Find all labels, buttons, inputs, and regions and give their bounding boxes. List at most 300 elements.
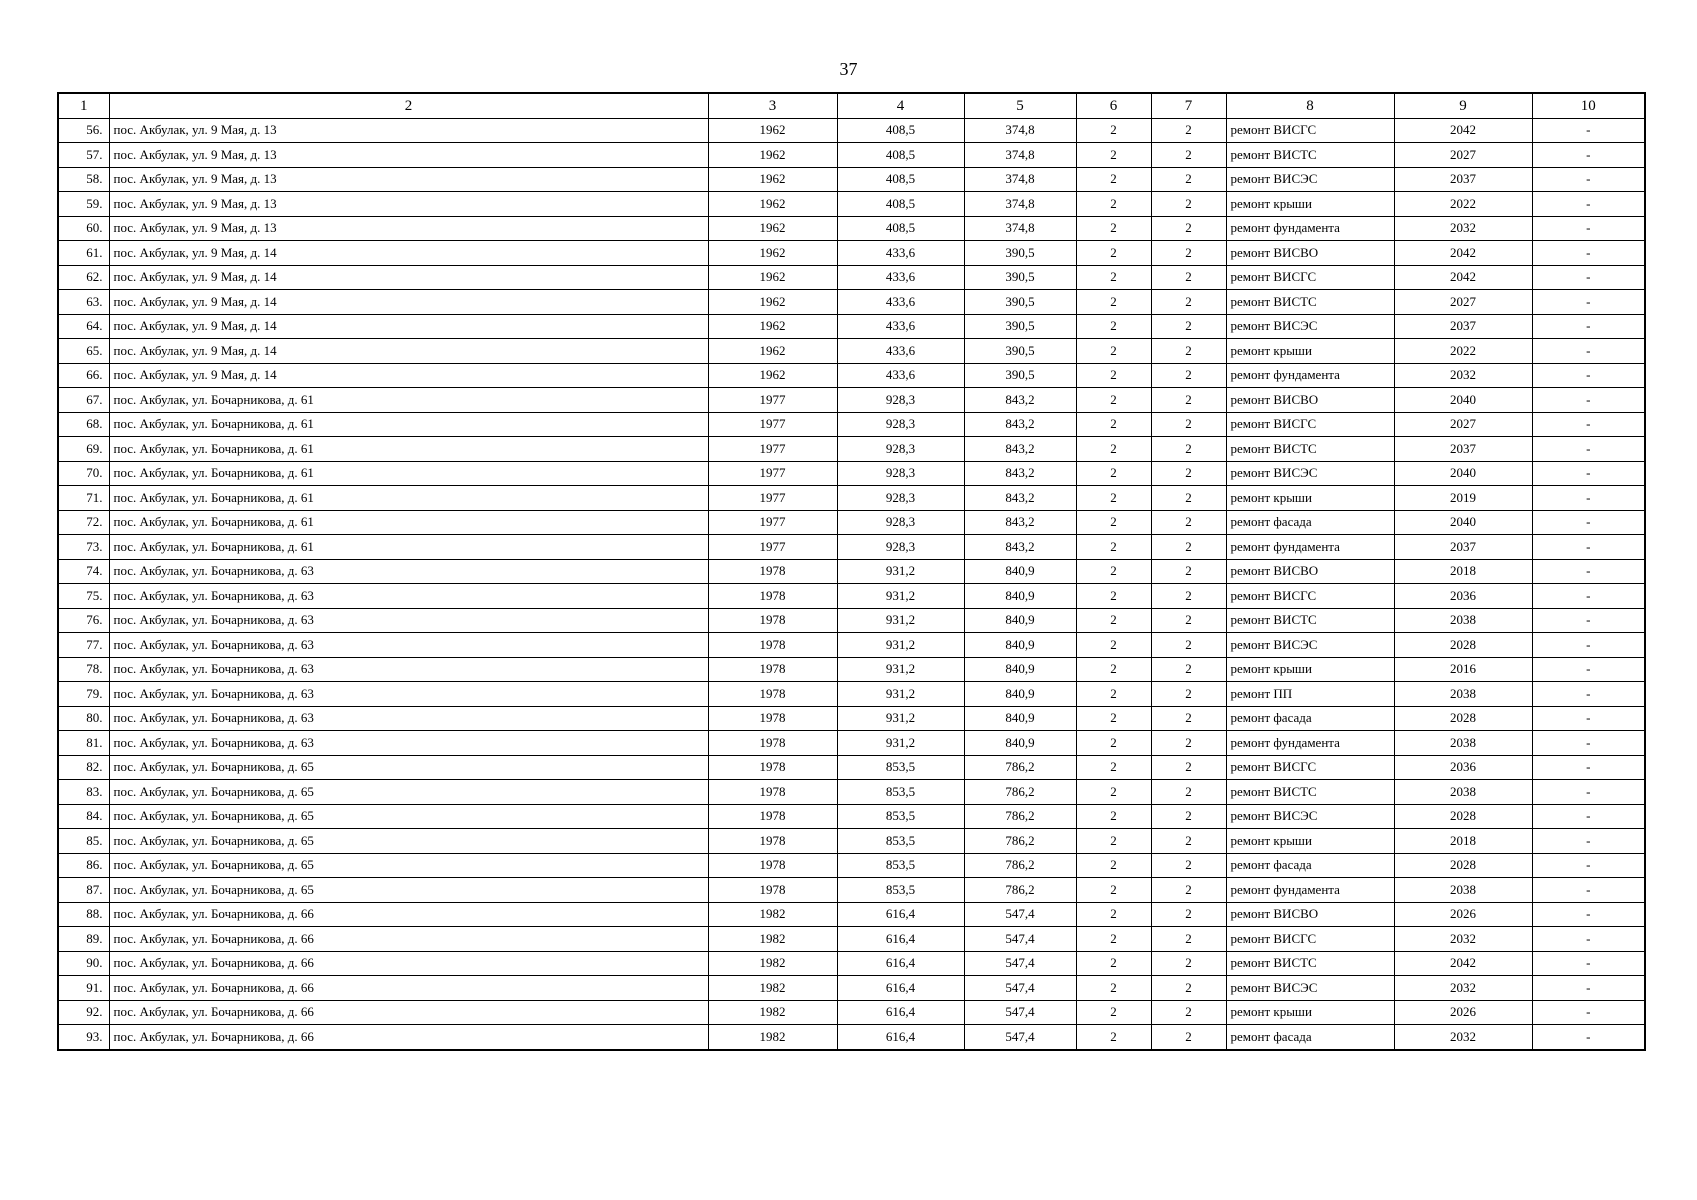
entrances-cell: 2 — [1151, 118, 1226, 143]
planned-year-cell: 2018 — [1394, 559, 1532, 584]
work-type-cell: ремонт ВИСВО — [1226, 559, 1394, 584]
floors-cell: 2 — [1076, 633, 1151, 658]
planned-year-cell: 2036 — [1394, 584, 1532, 609]
entrances-cell: 2 — [1151, 755, 1226, 780]
table-row — [58, 486, 1645, 511]
living-area-cell: 547,4 — [964, 1000, 1076, 1025]
living-area-cell: 547,4 — [964, 902, 1076, 927]
total-area-cell: 931,2 — [837, 608, 964, 633]
work-type-cell: ремонт ВИСТС — [1226, 780, 1394, 805]
address-cell: пос. Акбулак, ул. Бочарникова, д. 66 — [109, 976, 708, 1001]
build-year-cell: 1962 — [708, 265, 837, 290]
living-area-cell: 786,2 — [964, 829, 1076, 854]
row-number-cell: 89. — [58, 927, 109, 952]
entrances-cell: 2 — [1151, 167, 1226, 192]
build-year-cell: 1978 — [708, 706, 837, 731]
table-row — [58, 535, 1645, 560]
work-type-cell: ремонт ВИСГС — [1226, 265, 1394, 290]
address-cell: пос. Акбулак, ул. 9 Мая, д. 14 — [109, 314, 708, 339]
entrances-cell: 2 — [1151, 706, 1226, 731]
work-type-cell: ремонт фундамента — [1226, 878, 1394, 903]
note-cell: - — [1532, 657, 1645, 682]
work-type-cell: ремонт ВИСТС — [1226, 437, 1394, 462]
living-area-cell: 374,8 — [964, 118, 1076, 143]
entrances-cell: 2 — [1151, 143, 1226, 168]
total-area-cell: 931,2 — [837, 584, 964, 609]
table-row — [58, 706, 1645, 731]
table-row — [58, 167, 1645, 192]
work-type-cell: ремонт ВИСЭС — [1226, 804, 1394, 829]
planned-year-cell: 2042 — [1394, 241, 1532, 266]
row-number-cell: 73. — [58, 535, 109, 560]
living-area-cell: 840,9 — [964, 559, 1076, 584]
planned-year-cell: 2028 — [1394, 706, 1532, 731]
floors-cell: 2 — [1076, 878, 1151, 903]
note-cell: - — [1532, 633, 1645, 658]
total-area-cell: 433,6 — [837, 339, 964, 364]
living-area-cell: 374,8 — [964, 167, 1076, 192]
work-type-cell: ремонт фундамента — [1226, 535, 1394, 560]
living-area-cell: 374,8 — [964, 192, 1076, 217]
living-area-cell: 390,5 — [964, 314, 1076, 339]
entrances-cell: 2 — [1151, 314, 1226, 339]
row-number-cell: 61. — [58, 241, 109, 266]
note-cell: - — [1532, 878, 1645, 903]
floors-cell: 2 — [1076, 927, 1151, 952]
note-cell: - — [1532, 437, 1645, 462]
planned-year-cell: 2038 — [1394, 780, 1532, 805]
total-area-cell: 616,4 — [837, 951, 964, 976]
total-area-cell: 408,5 — [837, 167, 964, 192]
work-type-cell: ремонт ВИСВО — [1226, 902, 1394, 927]
row-number-cell: 82. — [58, 755, 109, 780]
build-year-cell: 1962 — [708, 241, 837, 266]
address-cell: пос. Акбулак, ул. Бочарникова, д. 63 — [109, 559, 708, 584]
planned-year-cell: 2042 — [1394, 118, 1532, 143]
address-cell: пос. Акбулак, ул. Бочарникова, д. 63 — [109, 633, 708, 658]
total-area-cell: 928,3 — [837, 510, 964, 535]
floors-cell: 2 — [1076, 559, 1151, 584]
note-cell: - — [1532, 339, 1645, 364]
address-cell: пос. Акбулак, ул. Бочарникова, д. 63 — [109, 731, 708, 756]
total-area-cell: 433,6 — [837, 241, 964, 266]
planned-year-cell: 2037 — [1394, 535, 1532, 560]
row-number-cell: 77. — [58, 633, 109, 658]
build-year-cell: 1977 — [708, 461, 837, 486]
build-year-cell: 1962 — [708, 314, 837, 339]
row-number-cell: 58. — [58, 167, 109, 192]
work-type-cell: ремонт ВИСВО — [1226, 388, 1394, 413]
row-number-cell: 68. — [58, 412, 109, 437]
work-type-cell: ремонт фасада — [1226, 1025, 1394, 1050]
entrances-cell: 2 — [1151, 535, 1226, 560]
address-cell: пос. Акбулак, ул. 9 Мая, д. 14 — [109, 265, 708, 290]
work-type-cell: ремонт ВИСГС — [1226, 584, 1394, 609]
table-row — [58, 241, 1645, 266]
planned-year-cell: 2038 — [1394, 682, 1532, 707]
table-row — [58, 902, 1645, 927]
living-area-cell: 374,8 — [964, 143, 1076, 168]
floors-cell: 2 — [1076, 829, 1151, 854]
entrances-cell: 2 — [1151, 657, 1226, 682]
planned-year-cell: 2040 — [1394, 388, 1532, 413]
entrances-cell: 2 — [1151, 927, 1226, 952]
column-header: 4 — [837, 93, 964, 118]
entrances-cell: 2 — [1151, 976, 1226, 1001]
build-year-cell: 1962 — [708, 290, 837, 315]
floors-cell: 2 — [1076, 265, 1151, 290]
total-area-cell: 853,5 — [837, 829, 964, 854]
planned-year-cell: 2040 — [1394, 461, 1532, 486]
table-row — [58, 339, 1645, 364]
address-cell: пос. Акбулак, ул. Бочарникова, д. 61 — [109, 388, 708, 413]
build-year-cell: 1962 — [708, 118, 837, 143]
build-year-cell: 1962 — [708, 143, 837, 168]
planned-year-cell: 2042 — [1394, 265, 1532, 290]
entrances-cell: 2 — [1151, 902, 1226, 927]
address-cell: пос. Акбулак, ул. Бочарникова, д. 61 — [109, 461, 708, 486]
note-cell: - — [1532, 976, 1645, 1001]
total-area-cell: 931,2 — [837, 731, 964, 756]
note-cell: - — [1532, 167, 1645, 192]
total-area-cell: 853,5 — [837, 878, 964, 903]
floors-cell: 2 — [1076, 780, 1151, 805]
living-area-cell: 390,5 — [964, 363, 1076, 388]
column-header: 10 — [1532, 93, 1645, 118]
entrances-cell: 2 — [1151, 265, 1226, 290]
column-header: 2 — [109, 93, 708, 118]
entrances-cell: 2 — [1151, 461, 1226, 486]
living-area-cell: 390,5 — [964, 241, 1076, 266]
note-cell: - — [1532, 265, 1645, 290]
floors-cell: 2 — [1076, 902, 1151, 927]
table-row — [58, 216, 1645, 241]
table-row — [58, 1025, 1645, 1050]
floors-cell: 2 — [1076, 290, 1151, 315]
note-cell: - — [1532, 363, 1645, 388]
floors-cell: 2 — [1076, 731, 1151, 756]
work-type-cell: ремонт ВИСГС — [1226, 412, 1394, 437]
work-type-cell: ремонт фасада — [1226, 853, 1394, 878]
address-cell: пос. Акбулак, ул. 9 Мая, д. 13 — [109, 143, 708, 168]
entrances-cell: 2 — [1151, 682, 1226, 707]
note-cell: - — [1532, 192, 1645, 217]
build-year-cell: 1982 — [708, 902, 837, 927]
total-area-cell: 928,3 — [837, 535, 964, 560]
planned-year-cell: 2028 — [1394, 853, 1532, 878]
planned-year-cell: 2032 — [1394, 216, 1532, 241]
build-year-cell: 1962 — [708, 363, 837, 388]
address-cell: пос. Акбулак, ул. Бочарникова, д. 63 — [109, 608, 708, 633]
row-number-cell: 66. — [58, 363, 109, 388]
total-area-cell: 408,5 — [837, 216, 964, 241]
row-number-cell: 88. — [58, 902, 109, 927]
row-number-cell: 75. — [58, 584, 109, 609]
address-cell: пос. Акбулак, ул. Бочарникова, д. 65 — [109, 853, 708, 878]
total-area-cell: 408,5 — [837, 143, 964, 168]
entrances-cell: 2 — [1151, 559, 1226, 584]
table-row — [58, 290, 1645, 315]
build-year-cell: 1982 — [708, 976, 837, 1001]
column-header: 3 — [708, 93, 837, 118]
build-year-cell: 1978 — [708, 731, 837, 756]
work-type-cell: ремонт фундамента — [1226, 216, 1394, 241]
table-row — [58, 412, 1645, 437]
row-number-cell: 92. — [58, 1000, 109, 1025]
living-area-cell: 840,9 — [964, 657, 1076, 682]
note-cell: - — [1532, 927, 1645, 952]
entrances-cell: 2 — [1151, 853, 1226, 878]
table-row — [58, 853, 1645, 878]
planned-year-cell: 2037 — [1394, 314, 1532, 339]
address-cell: пос. Акбулак, ул. Бочарникова, д. 61 — [109, 510, 708, 535]
note-cell: - — [1532, 510, 1645, 535]
living-area-cell: 547,4 — [964, 927, 1076, 952]
build-year-cell: 1982 — [708, 1000, 837, 1025]
build-year-cell: 1978 — [708, 804, 837, 829]
row-number-cell: 67. — [58, 388, 109, 413]
living-area-cell: 840,9 — [964, 584, 1076, 609]
entrances-cell: 2 — [1151, 731, 1226, 756]
entrances-cell: 2 — [1151, 339, 1226, 364]
address-cell: пос. Акбулак, ул. Бочарникова, д. 63 — [109, 706, 708, 731]
address-cell: пос. Акбулак, ул. Бочарникова, д. 66 — [109, 902, 708, 927]
total-area-cell: 408,5 — [837, 118, 964, 143]
note-cell: - — [1532, 535, 1645, 560]
table-row — [58, 657, 1645, 682]
address-cell: пос. Акбулак, ул. Бочарникова, д. 66 — [109, 927, 708, 952]
total-area-cell: 433,6 — [837, 265, 964, 290]
work-type-cell: ремонт ВИСГС — [1226, 927, 1394, 952]
entrances-cell: 2 — [1151, 780, 1226, 805]
note-cell: - — [1532, 559, 1645, 584]
table-row — [58, 878, 1645, 903]
build-year-cell: 1977 — [708, 388, 837, 413]
floors-cell: 2 — [1076, 363, 1151, 388]
living-area-cell: 374,8 — [964, 216, 1076, 241]
table-row — [58, 951, 1645, 976]
address-cell: пос. Акбулак, ул. Бочарникова, д. 63 — [109, 584, 708, 609]
floors-cell: 2 — [1076, 143, 1151, 168]
floors-cell: 2 — [1076, 486, 1151, 511]
row-number-cell: 56. — [58, 118, 109, 143]
work-type-cell: ремонт фундамента — [1226, 363, 1394, 388]
floors-cell: 2 — [1076, 1000, 1151, 1025]
work-type-cell: ремонт ПП — [1226, 682, 1394, 707]
note-cell: - — [1532, 1025, 1645, 1050]
total-area-cell: 928,3 — [837, 486, 964, 511]
total-area-cell: 928,3 — [837, 461, 964, 486]
total-area-cell: 928,3 — [837, 388, 964, 413]
table-row — [58, 143, 1645, 168]
living-area-cell: 843,2 — [964, 388, 1076, 413]
row-number-cell: 93. — [58, 1025, 109, 1050]
note-cell: - — [1532, 755, 1645, 780]
work-type-cell: ремонт фасада — [1226, 706, 1394, 731]
address-cell: пос. Акбулак, ул. Бочарникова, д. 66 — [109, 951, 708, 976]
living-area-cell: 843,2 — [964, 412, 1076, 437]
row-number-cell: 71. — [58, 486, 109, 511]
note-cell: - — [1532, 143, 1645, 168]
planned-year-cell: 2042 — [1394, 951, 1532, 976]
table-row — [58, 363, 1645, 388]
planned-year-cell: 2036 — [1394, 755, 1532, 780]
living-area-cell: 840,9 — [964, 682, 1076, 707]
row-number-cell: 85. — [58, 829, 109, 854]
row-number-cell: 74. — [58, 559, 109, 584]
row-number-cell: 63. — [58, 290, 109, 315]
note-cell: - — [1532, 290, 1645, 315]
entrances-cell: 2 — [1151, 412, 1226, 437]
living-area-cell: 547,4 — [964, 1025, 1076, 1050]
floors-cell: 2 — [1076, 755, 1151, 780]
build-year-cell: 1982 — [708, 1025, 837, 1050]
build-year-cell: 1962 — [708, 216, 837, 241]
living-area-cell: 840,9 — [964, 608, 1076, 633]
build-year-cell: 1977 — [708, 437, 837, 462]
note-cell: - — [1532, 780, 1645, 805]
note-cell: - — [1532, 486, 1645, 511]
planned-year-cell: 2032 — [1394, 1025, 1532, 1050]
entrances-cell: 2 — [1151, 388, 1226, 413]
floors-cell: 2 — [1076, 167, 1151, 192]
work-type-cell: ремонт ВИСТС — [1226, 608, 1394, 633]
build-year-cell: 1962 — [708, 192, 837, 217]
address-cell: пос. Акбулак, ул. Бочарникова, д. 65 — [109, 780, 708, 805]
floors-cell: 2 — [1076, 804, 1151, 829]
planned-year-cell: 2037 — [1394, 437, 1532, 462]
table-row — [58, 559, 1645, 584]
floors-cell: 2 — [1076, 535, 1151, 560]
living-area-cell: 840,9 — [964, 706, 1076, 731]
entrances-cell: 2 — [1151, 363, 1226, 388]
floors-cell: 2 — [1076, 339, 1151, 364]
planned-year-cell: 2026 — [1394, 902, 1532, 927]
row-number-cell: 64. — [58, 314, 109, 339]
total-area-cell: 853,5 — [837, 804, 964, 829]
planned-year-cell: 2032 — [1394, 976, 1532, 1001]
total-area-cell: 928,3 — [837, 437, 964, 462]
table-row — [58, 118, 1645, 143]
total-area-cell: 853,5 — [837, 853, 964, 878]
note-cell: - — [1532, 388, 1645, 413]
address-cell: пос. Акбулак, ул. 9 Мая, д. 14 — [109, 363, 708, 388]
entrances-cell: 2 — [1151, 608, 1226, 633]
living-area-cell: 786,2 — [964, 804, 1076, 829]
table-row — [58, 608, 1645, 633]
note-cell: - — [1532, 731, 1645, 756]
work-type-cell: ремонт фасада — [1226, 510, 1394, 535]
total-area-cell: 931,2 — [837, 706, 964, 731]
planned-year-cell: 2040 — [1394, 510, 1532, 535]
total-area-cell: 616,4 — [837, 976, 964, 1001]
living-area-cell: 547,4 — [964, 976, 1076, 1001]
living-area-cell: 390,5 — [964, 265, 1076, 290]
total-area-cell: 433,6 — [837, 363, 964, 388]
total-area-cell: 433,6 — [837, 290, 964, 315]
row-number-cell: 76. — [58, 608, 109, 633]
build-year-cell: 1978 — [708, 853, 837, 878]
entrances-cell: 2 — [1151, 510, 1226, 535]
planned-year-cell: 2022 — [1394, 192, 1532, 217]
living-area-cell: 843,2 — [964, 437, 1076, 462]
address-cell: пос. Акбулак, ул. 9 Мая, д. 14 — [109, 290, 708, 315]
build-year-cell: 1978 — [708, 608, 837, 633]
address-cell: пос. Акбулак, ул. 9 Мая, д. 14 — [109, 339, 708, 364]
entrances-cell: 2 — [1151, 192, 1226, 217]
column-number-row — [58, 93, 1645, 118]
entrances-cell: 2 — [1151, 241, 1226, 266]
address-cell: пос. Акбулак, ул. Бочарникова, д. 65 — [109, 755, 708, 780]
work-type-cell: ремонт ВИСГС — [1226, 755, 1394, 780]
table-row — [58, 829, 1645, 854]
table-row — [58, 633, 1645, 658]
build-year-cell: 1977 — [708, 535, 837, 560]
column-header: 1 — [58, 93, 109, 118]
work-type-cell: ремонт ВИСТС — [1226, 143, 1394, 168]
row-number-cell: 81. — [58, 731, 109, 756]
work-type-cell: ремонт ВИСЭС — [1226, 461, 1394, 486]
row-number-cell: 90. — [58, 951, 109, 976]
table-row — [58, 731, 1645, 756]
living-area-cell: 786,2 — [964, 878, 1076, 903]
row-number-cell: 78. — [58, 657, 109, 682]
build-year-cell: 1977 — [708, 486, 837, 511]
work-type-cell: ремонт ВИСГС — [1226, 118, 1394, 143]
address-cell: пос. Акбулак, ул. Бочарникова, д. 61 — [109, 437, 708, 462]
total-area-cell: 616,4 — [837, 927, 964, 952]
floors-cell: 2 — [1076, 1025, 1151, 1050]
entrances-cell: 2 — [1151, 290, 1226, 315]
work-type-cell: ремонт ВИСТС — [1226, 951, 1394, 976]
floors-cell: 2 — [1076, 657, 1151, 682]
table-row — [58, 265, 1645, 290]
entrances-cell: 2 — [1151, 216, 1226, 241]
total-area-cell: 853,5 — [837, 755, 964, 780]
note-cell: - — [1532, 118, 1645, 143]
note-cell: - — [1532, 461, 1645, 486]
address-cell: пос. Акбулак, ул. Бочарникова, д. 65 — [109, 804, 708, 829]
table-row — [58, 682, 1645, 707]
planned-year-cell: 2038 — [1394, 731, 1532, 756]
floors-cell: 2 — [1076, 437, 1151, 462]
address-cell: пос. Акбулак, ул. Бочарникова, д. 63 — [109, 682, 708, 707]
note-cell: - — [1532, 706, 1645, 731]
entrances-cell: 2 — [1151, 486, 1226, 511]
note-cell: - — [1532, 853, 1645, 878]
note-cell: - — [1532, 951, 1645, 976]
planned-year-cell: 2018 — [1394, 829, 1532, 854]
planned-year-cell: 2028 — [1394, 804, 1532, 829]
address-cell: пос. Акбулак, ул. 9 Мая, д. 13 — [109, 118, 708, 143]
address-cell: пос. Акбулак, ул. Бочарникова, д. 61 — [109, 535, 708, 560]
total-area-cell: 616,4 — [837, 902, 964, 927]
address-cell: пос. Акбулак, ул. 9 Мая, д. 14 — [109, 241, 708, 266]
work-type-cell: ремонт крыши — [1226, 192, 1394, 217]
note-cell: - — [1532, 608, 1645, 633]
work-type-cell: ремонт ВИСЭС — [1226, 976, 1394, 1001]
living-area-cell: 843,2 — [964, 510, 1076, 535]
build-year-cell: 1978 — [708, 657, 837, 682]
row-number-cell: 57. — [58, 143, 109, 168]
note-cell: - — [1532, 216, 1645, 241]
floors-cell: 2 — [1076, 853, 1151, 878]
entrances-cell: 2 — [1151, 878, 1226, 903]
table-row — [58, 461, 1645, 486]
total-area-cell: 928,3 — [837, 412, 964, 437]
build-year-cell: 1978 — [708, 878, 837, 903]
floors-cell: 2 — [1076, 951, 1151, 976]
